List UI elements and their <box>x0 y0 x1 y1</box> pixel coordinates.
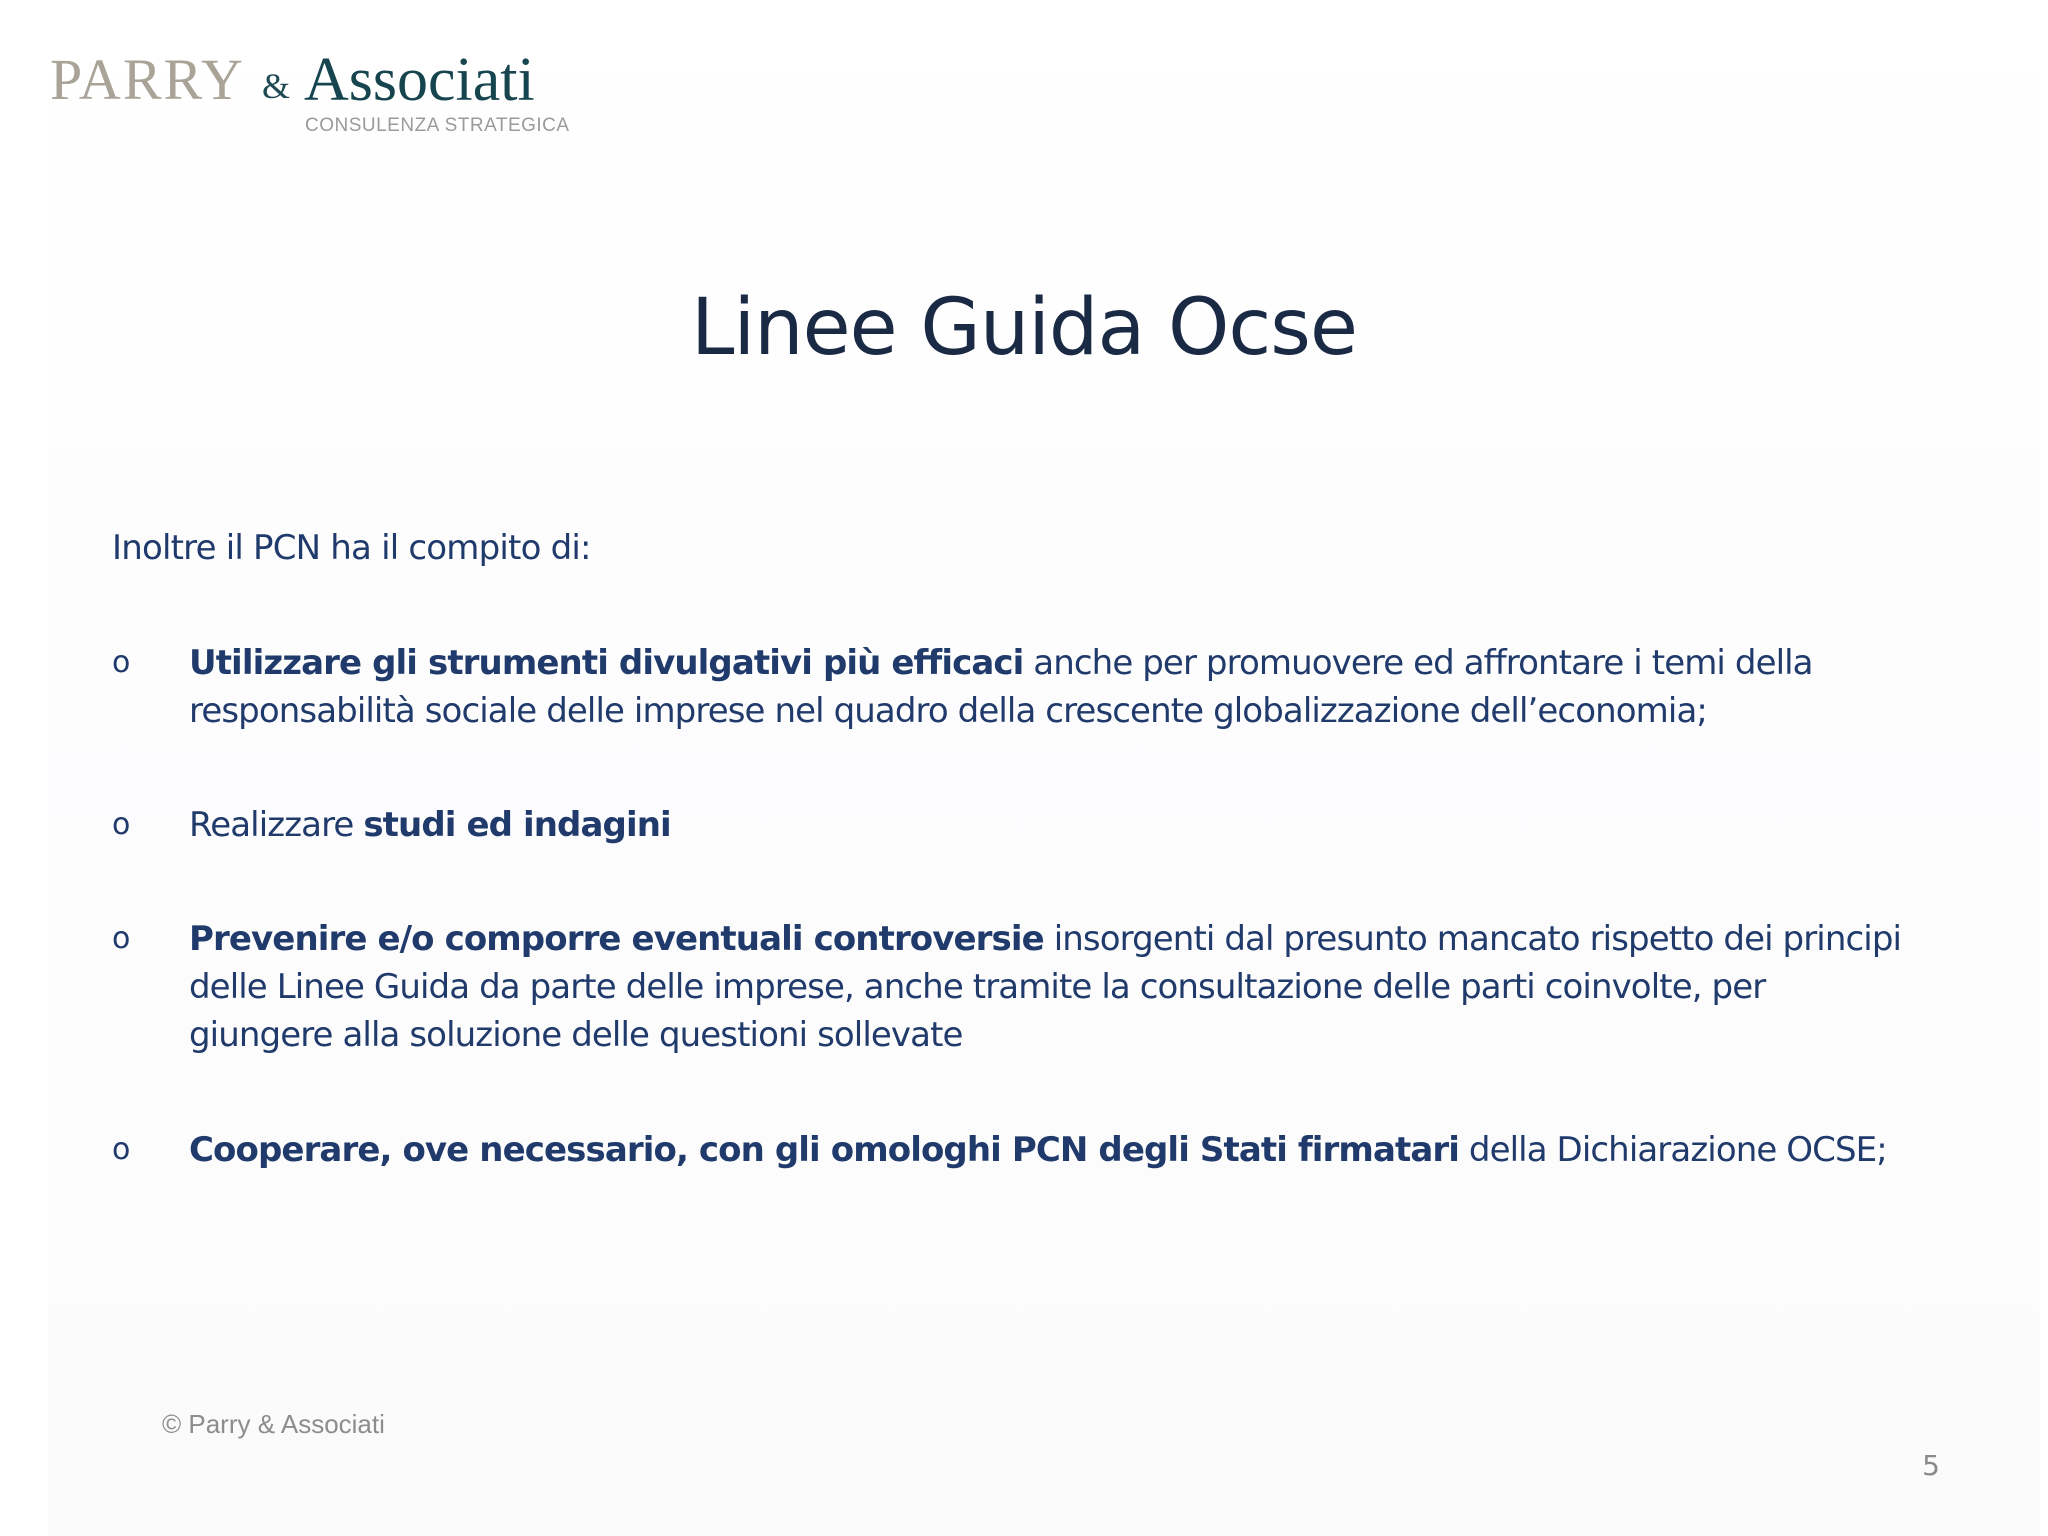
logo-parry-text: PARRY <box>50 47 245 112</box>
bullet-plain-text: anche per promuovere ed affrontare i temi della responsabilità sociale delle imprese nel quadro della crescente globalizzazione dell’economia; <box>189 643 1813 731</box>
slide-title: Linee Guida Ocse <box>691 283 1357 373</box>
bullet-bold-text: Prevenire e/o comporre eventuali controversie <box>189 919 1044 959</box>
company-logo <box>50 48 570 148</box>
bullet-text <box>189 1126 1909 1174</box>
bullet-bold-text: studi ed indagini <box>363 805 671 845</box>
logo-associati-text: Associati <box>304 46 535 114</box>
bullet-text <box>189 639 1909 735</box>
bullet-text <box>189 801 1909 849</box>
bullet-marker: o <box>112 645 131 680</box>
bullet-plain-text: della Dichiarazione OCSE; <box>1459 1130 1887 1170</box>
bullet-marker: o <box>112 807 131 842</box>
copyright-notice: © Parry & Associati <box>162 1409 385 1439</box>
logo-tagline: CONSULENZA STRATEGICA <box>305 115 570 136</box>
bullet-plain-text: insorgenti dal presunto mancato rispetto dei principi delle Linee Guida da parte delle imprese, anche tramite la consultazione delle parti coinvolte, per giungere alla soluzione delle questioni sollevate <box>189 919 1902 1055</box>
intro-text: Inoltre il PCN ha il compito di: <box>112 528 591 568</box>
bullet-text <box>189 915 1909 1059</box>
bullet-plain-text: Realizzare <box>189 805 364 845</box>
logo-ampersand: & <box>262 66 291 106</box>
page-number: 5 <box>1922 1449 1940 1482</box>
bullet-bold-text: Cooperare, ove necessario, con gli omologhi PCN degli Stati firmatari <box>189 1130 1460 1170</box>
bullet-marker: o <box>112 921 131 956</box>
bullet-bold-text: Utilizzare gli strumenti divulgativi più efficaci <box>189 643 1024 683</box>
bullet-marker: o <box>112 1132 131 1167</box>
slide-background <box>48 0 2040 1536</box>
